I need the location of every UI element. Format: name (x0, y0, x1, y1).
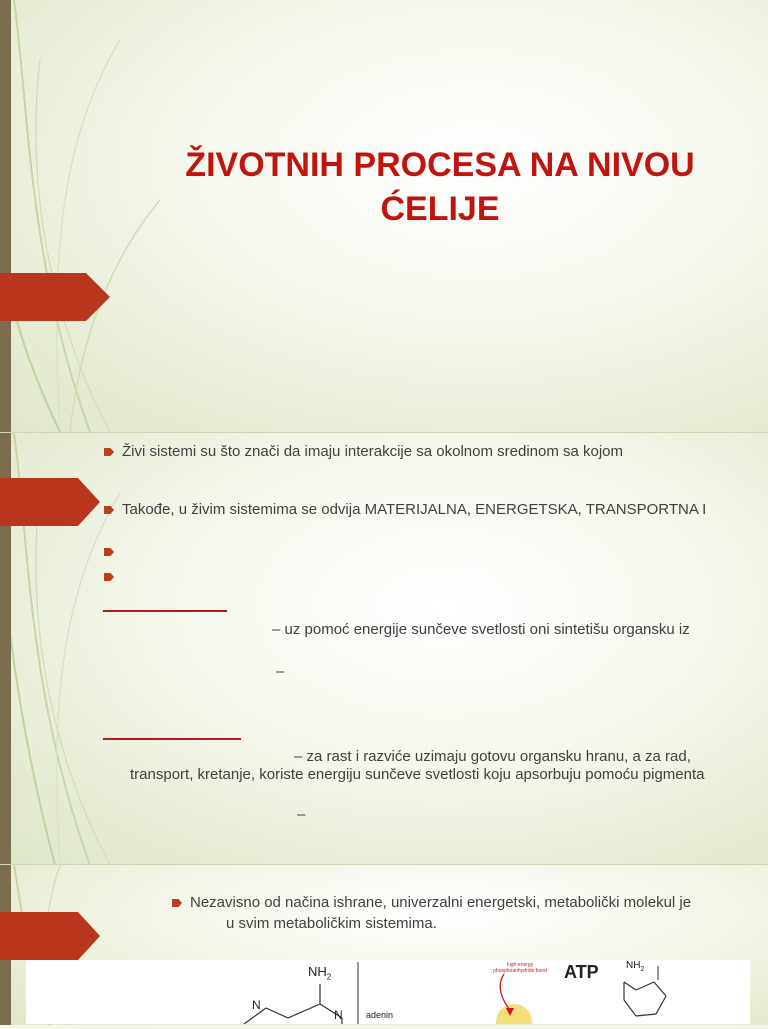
slide-content (0, 432, 768, 865)
bond-annotation: high-energy phosphoanhydride bond (493, 962, 547, 974)
bullet-text: Živi sistemi su što znači da imaju interakcije sa okolnom sredinom sa kojom (122, 443, 624, 460)
bullet-arrow-icon (104, 506, 114, 514)
bullet-item (104, 443, 623, 460)
accent-tab (0, 912, 100, 960)
title-line-1: ŽIVOTNIH PROCESA NA NIVOU (185, 146, 695, 184)
nitrogen-label: N (252, 998, 261, 1012)
autotrophs-dash: – (276, 663, 285, 680)
nh2-label-right: $NH_2$ (626, 960, 645, 973)
heterotrophs-description-line-2: transport, kretanje, koriste energiju sunčeve svetlosti koju apsorbuju pomoću pigmenta (130, 766, 705, 783)
bullet-item-empty (104, 568, 122, 585)
atp-structure-figure (26, 960, 750, 1024)
bullet-arrow-icon (104, 573, 114, 581)
accent-tab (0, 478, 100, 526)
autotrophs-description: – uz pomoć energije sunčeve svetlosti oni sintetišu organsku iz (272, 621, 690, 638)
bullet-arrow-icon (104, 448, 114, 456)
slide-title (0, 0, 768, 432)
nh2-label-left: $NH_2$ (308, 964, 332, 982)
bullet-item (104, 501, 706, 518)
bullet-item-empty (104, 543, 122, 560)
bullet-text: Takođe, u živim sistemima se odvija MATERIJALNA, ENERGETSKA, TRANSPORTNA I (122, 501, 707, 518)
adenine-label: adenin (366, 1010, 394, 1020)
bullet-arrow-icon (172, 899, 182, 907)
accent-tab (0, 273, 110, 321)
heterotrophs-description-line-1: – za rast i razviće uzimaju gotovu organsku hranu, a za rad, (294, 748, 691, 765)
page-title (160, 143, 720, 231)
left-bar (0, 0, 11, 432)
heterotrophs-dash: – (297, 806, 306, 823)
bullet-text-continued: u svim metaboličkim sistemima. (226, 915, 437, 932)
atp-label: ATP (564, 962, 599, 982)
bullet-text: Nezavisno od načina ishrane, univerzalni energetski, metabolički molekul je (190, 894, 692, 911)
nitrogen-label: N (334, 1008, 343, 1022)
heterotrophs-underline (103, 738, 241, 740)
bullet-item (172, 894, 691, 911)
autotrophs-underline (103, 610, 227, 612)
bullet-arrow-icon (104, 548, 114, 556)
title-line-2: ĆELIJE (380, 190, 500, 228)
